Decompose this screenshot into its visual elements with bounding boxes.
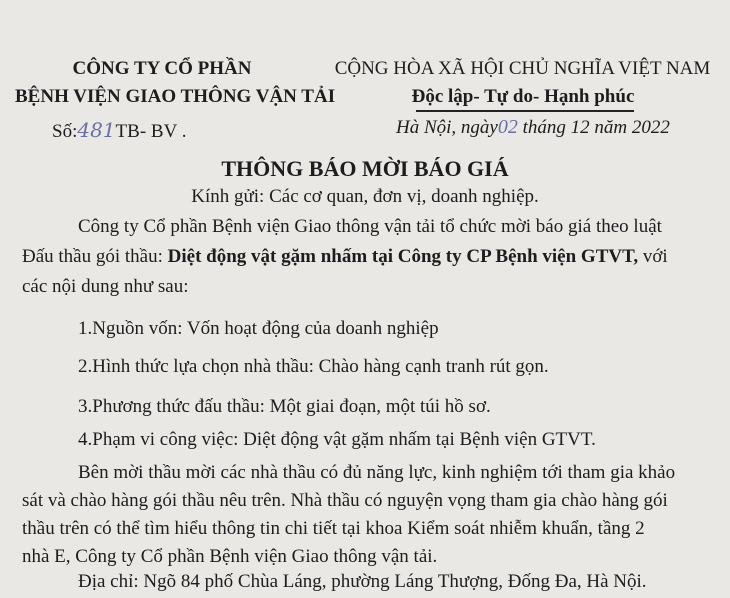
list-item: 4.Phạm vi công việc: Diệt động vật gặm nhấm tại Bệnh viện GTVT. — [78, 429, 596, 450]
body-line: nhà E, Công ty Cổ phần Bệnh viện Giao thông vận tải. — [22, 546, 438, 567]
org-name-line1: CÔNG TY CỔ PHẦN — [72, 58, 252, 79]
body-line: thầu trên có thể tìm hiểu thông tin chi tiết tại khoa Kiểm soát nhiễm khuẩn, tầng 2 — [22, 518, 645, 539]
doc-number-handwritten: 481 — [77, 118, 116, 142]
document-number — [52, 118, 186, 143]
date-handwritten-day: 02 — [497, 116, 518, 138]
salutation: Kính gửi: Các cơ quan, đơn vị, doanh nghiệp. — [191, 186, 539, 207]
list-item: 3.Phương thức đấu thầu: Một giai đoạn, một túi hồ sơ. — [78, 396, 491, 417]
list-item: 2.Hình thức lựa chọn nhà thầu: Chào hàng cạnh tranh rút gọn. — [78, 356, 549, 377]
doc-number-suffix: TB- BV . — [115, 121, 187, 142]
body-line: Bên mời thầu mời các nhà thầu có đủ năng lực, kinh nghiệm tới tham gia khảo — [78, 462, 676, 483]
intro-line-3: các nội dung như sau: — [22, 276, 189, 297]
document-date — [396, 116, 670, 139]
intro-line-1: Công ty Cổ phần Bệnh viện Giao thông vận tải tổ chức mời báo giá theo luật — [78, 216, 662, 237]
intro-line-2-prefix: Đấu thầu gói thầu: — [22, 246, 168, 267]
doc-number-prefix: Số: — [52, 121, 78, 142]
list-item: 1.Nguồn vốn: Vốn hoạt động của doanh nghiệp — [78, 318, 439, 339]
document-title: THÔNG BÁO MỜI BÁO GIÁ — [221, 156, 509, 181]
motto-underline — [416, 110, 634, 112]
national-motto: Độc lập- Tự do- Hạnh phúc — [411, 86, 635, 107]
intro-line-2-suffix: với — [638, 246, 668, 267]
org-name-line2: BỆNH VIỆN GIAO THÔNG VẬN TẢI — [15, 86, 336, 107]
national-title: CỘNG HÒA XÃ HỘI CHỦ NGHĨA VIỆT NAM — [334, 58, 711, 79]
intro-line-2 — [22, 246, 668, 268]
body-line: sát và chào hàng gói thầu nêu trên. Nhà thầu có nguyện vọng tham gia chào hàng gói — [22, 490, 668, 511]
address-line: Địa chỉ: Ngõ 84 phố Chùa Láng, phường Láng Thượng, Đống Đa, Hà Nội. — [78, 571, 647, 592]
date-suffix: tháng 12 năm 2022 — [517, 117, 670, 138]
package-name: Diệt động vật gặm nhấm tại Công ty CP Bệnh viện GTVT, — [167, 246, 639, 267]
date-prefix: Hà Nội, ngày — [396, 117, 498, 138]
